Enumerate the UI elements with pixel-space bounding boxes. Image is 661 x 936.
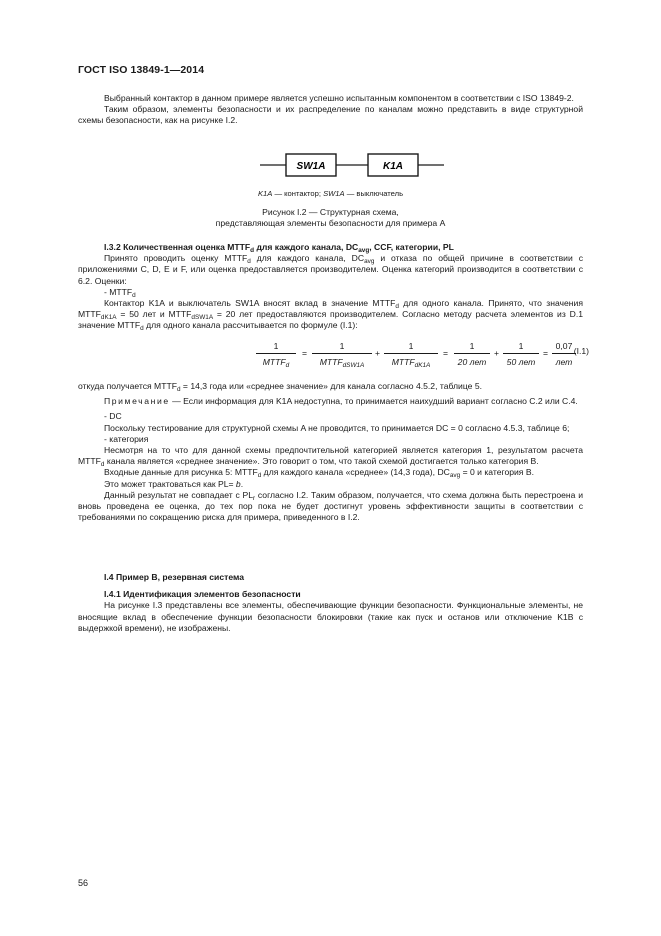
- formula-plus-2: +: [494, 348, 500, 358]
- formula-term-6: 0,07 лет: [552, 340, 576, 368]
- formula-equals-1: =: [302, 348, 308, 358]
- input-data-paragraph: Входные данные для рисунка 5: $MTTF_d$ для каждого канала «среднее» (14,3 года), $DC_{avg} = 0$ и категория B.: [104, 467, 534, 480]
- mttf-result-paragraph: откуда получается $MTTF_d = 14,3$ года или «среднее значение» для канала согласно 4.5.2, таблице 5.: [78, 381, 482, 393]
- result-paragraph: Данный результат не совпадает с $PL_r$ согласно I.2. Таким образом, получается, что схема должна быть перестроена и вновь проведена ее оценка, до тех пор пока не будет достигнут уровень эффективности защиты в соответствии с требованиями по сокращению риска для примера, приведенного в I.2.: [78, 489, 583, 523]
- figure-legend: [78, 189, 583, 198]
- section-i32-paragraph-1: Принято проводить оценку $MTTF_d$ для каждого канала, $DC_{avg}$ и отказа по общей причине в соответствии с приложениями C, D, E и F, или оценка предоставляется производителем. Оценка категорий производится в соответствии с 6.2. Оценки:: [78, 253, 583, 286]
- formula-term-4: 1 20 лет: [454, 340, 490, 368]
- formula-number: (I.1): [573, 346, 589, 356]
- intro-paragraph-1: Выбранный контактор в данном примере является успешно испытанным компонентом в соответствии с ISO 13849-2.: [104, 93, 574, 103]
- dc-item: - DC: [104, 411, 122, 422]
- formula-term-5: 1 50 лет: [503, 340, 539, 368]
- section-i41-paragraph: На рисунке I.3 представлены все элементы, обеспечивающие функции безопасности. Функциональные элементы, не вносящие вклад в обеспечение функции безопасности блокировки (такие как пуск и останов или отключение K1B с выдержкой времени), не изображены.: [78, 600, 583, 633]
- formula-i1: [78, 340, 589, 376]
- pl-paragraph: Это может трактоваться как PL= b.: [104, 478, 244, 489]
- formula-equals-3: =: [543, 348, 549, 358]
- section-i32: [78, 242, 583, 332]
- figure-caption: [78, 207, 583, 230]
- section-i41-heading: I.4.1 Идентификация элементов безопасности: [104, 589, 301, 600]
- formula-term-3: 1 $MTTF_{dK1A}$: [384, 340, 438, 368]
- document-header: ГОСТ ISO 13849-1—2014: [78, 64, 205, 76]
- formula-plus-1: +: [375, 348, 381, 358]
- mttf-item: - $MTTF_d$: [104, 286, 136, 299]
- legend-k1a: K1A: [257, 189, 273, 198]
- category-item: - категория: [104, 433, 149, 444]
- page-number: 56: [78, 878, 89, 888]
- diagram-label-k1a: K1A: [382, 161, 404, 172]
- formula-term-1: 1 $MTTF_d$: [256, 340, 296, 368]
- caption-line-1: Рисунок I.2 — Структурная схема,: [262, 207, 399, 217]
- formula-term-2: 1 $MTTF_{dSW1A}$: [312, 340, 372, 368]
- section-i32-paragraph-2: Контактор K1A и выключатель SW1A вносят вклад в значение $MTTF_d$ для одного канала. Принято, что значения $MTTF_{dK1A} = 50$ лет и $MTTF_{dSW1A} = 20$ лет предоставляются производителем. Согласно методу расчета элементов из D.1 значение $MTTF_d$ для одного канала рассчитывается по формуле (I.1):: [78, 298, 583, 333]
- formula-equals-2: =: [443, 348, 449, 358]
- section-i32-heading: I.3.2 Количественная оценка $MTTF_d$ для каждого канала, $DC_{avg}$, CCF, категории, PL: [104, 242, 454, 254]
- diagram-label-sw1a: SW1A: [296, 161, 326, 172]
- intro-paragraph-2: Таким образом, элементы безопасности и их распределение по каналам можно представить в виде структурной схемы безопасности, как на рисунке I.2.: [78, 104, 583, 126]
- after-formula-block: [78, 381, 583, 523]
- note-paragraph: Примечание — Если информация для K1A недоступна, то принимается наихудший вариант согласно C.2 или C.4.: [104, 396, 578, 407]
- legend-k1a-desc: — контактор;: [272, 189, 324, 198]
- section-i4: [78, 572, 583, 634]
- structure-diagram: [78, 152, 583, 186]
- category-paragraph: Несмотря на то что для данной схемы предпочтительной категорией является категория 1, результатом расчета $MTTF_d$ канала является «среднее значение». Это говорит о том, что такой схемой достигается только категория B.: [78, 445, 583, 469]
- caption-line-2: представляющая элементы безопасности для примера А: [215, 218, 446, 229]
- legend-sw1a-desc: — выключатель: [344, 189, 404, 198]
- dc-paragraph: Поскольку тестирование для структурной схемы A не проводится, то принимается DC = 0 согласно 4.5.3, таблице 6;: [104, 422, 570, 433]
- legend-sw1a: SW1A: [323, 189, 345, 198]
- section-i4-heading: I.4 Пример B, резервная система: [104, 572, 245, 582]
- intro-block: [78, 93, 583, 127]
